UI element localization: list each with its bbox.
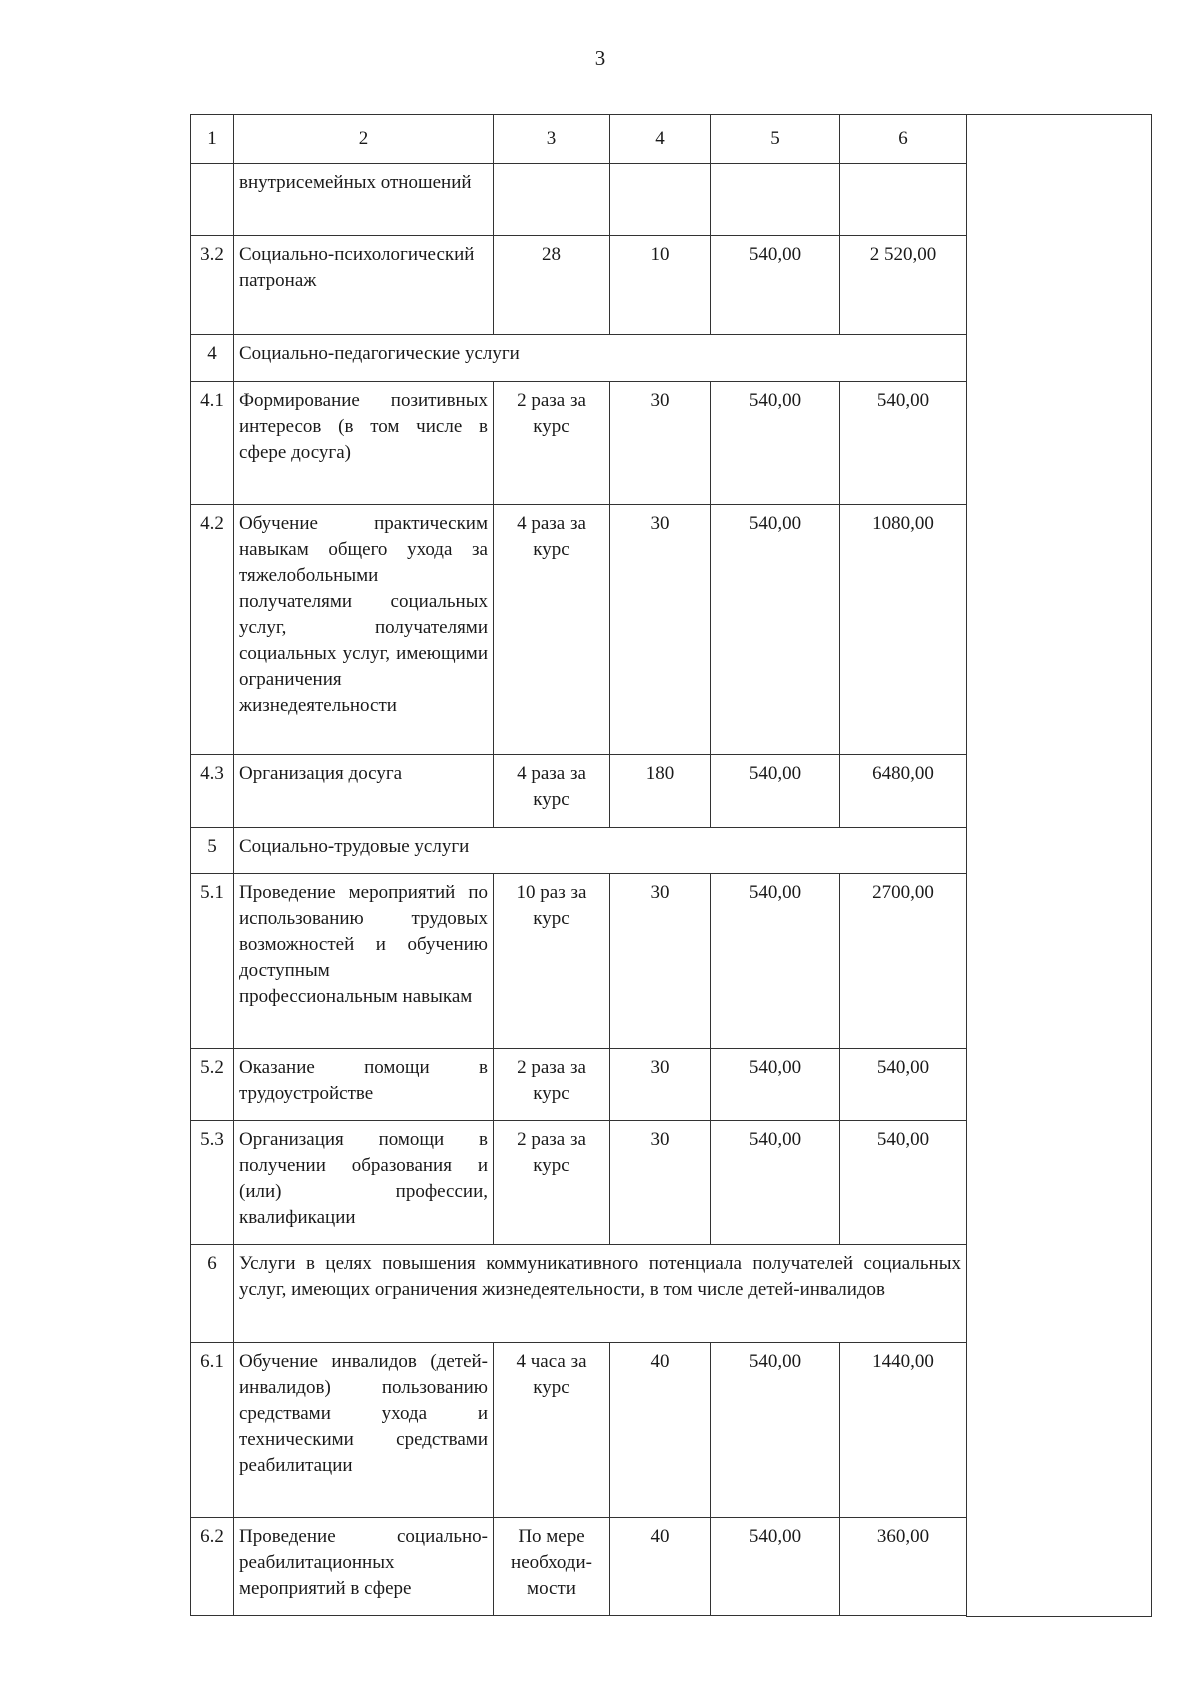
row-number: 4.1 — [191, 382, 234, 505]
duration: 30 — [610, 382, 711, 505]
row-number: 6.1 — [191, 1343, 234, 1518]
duration: 180 — [610, 755, 711, 828]
row-number: 3.2 — [191, 236, 234, 335]
section-number: 4 — [191, 335, 234, 382]
frequency — [494, 164, 610, 236]
row-number: 4.2 — [191, 505, 234, 755]
duration: 30 — [610, 505, 711, 755]
service-name: внутрисемейных отношений — [234, 164, 494, 236]
page-frame-right — [966, 114, 1152, 1617]
header-cell: 4 — [610, 115, 711, 164]
services-table — [190, 114, 967, 1616]
service-name: Обучение инвалидов (детей-инвалидов) пользованию средствами ухода и техническими средствами реабилитации — [234, 1343, 494, 1518]
section-row — [191, 828, 967, 874]
duration: 30 — [610, 1049, 711, 1121]
unit-price: 540,00 — [711, 382, 840, 505]
header-cell: 6 — [840, 115, 967, 164]
duration: 30 — [610, 1121, 711, 1245]
unit-price: 540,00 — [711, 505, 840, 755]
unit-price: 540,00 — [711, 1049, 840, 1121]
frequency: 28 — [494, 236, 610, 335]
section-title: Социально-педагогические услуги — [234, 335, 967, 382]
section-number: 6 — [191, 1245, 234, 1343]
frequency: 4 раза за курс — [494, 505, 610, 755]
total-cost: 540,00 — [840, 1121, 967, 1245]
header-cell: 1 — [191, 115, 234, 164]
service-name: Организация досуга — [234, 755, 494, 828]
table-row — [191, 1121, 967, 1245]
total-cost — [840, 164, 967, 236]
table-row — [191, 874, 967, 1049]
total-cost: 540,00 — [840, 382, 967, 505]
table-row — [191, 236, 967, 335]
unit-price: 540,00 — [711, 1121, 840, 1245]
service-name: Обучение практическим навыкам общего ухода за тяжелобольными получателями социальных услуг, получателями социальных услуг, имеющими ограничения жизнедеятельности — [234, 505, 494, 755]
row-number: 5.2 — [191, 1049, 234, 1121]
duration: 10 — [610, 236, 711, 335]
unit-price: 540,00 — [711, 1343, 840, 1518]
frequency: 10 раз за курс — [494, 874, 610, 1049]
row-number: 4.3 — [191, 755, 234, 828]
total-cost: 360,00 — [840, 1518, 967, 1616]
total-cost: 1440,00 — [840, 1343, 967, 1518]
total-cost: 1080,00 — [840, 505, 967, 755]
service-name: Организация помощи в получении образования и (или) профессии, квалификации — [234, 1121, 494, 1245]
frequency: 4 раза за курс — [494, 755, 610, 828]
row-number — [191, 164, 234, 236]
total-cost: 6480,00 — [840, 755, 967, 828]
total-cost: 2 520,00 — [840, 236, 967, 335]
table-header-row — [191, 115, 967, 164]
unit-price — [711, 164, 840, 236]
unit-price: 540,00 — [711, 874, 840, 1049]
frequency: 2 раза за курс — [494, 1049, 610, 1121]
section-row — [191, 1245, 967, 1343]
frequency: 2 раза за курс — [494, 1121, 610, 1245]
duration: 40 — [610, 1343, 711, 1518]
section-title: Социально-трудовые услуги — [234, 828, 967, 874]
table-row — [191, 1343, 967, 1518]
frequency: 4 часа за курс — [494, 1343, 610, 1518]
service-name: Формирование позитивных интересов (в том числе в сфере досуга) — [234, 382, 494, 505]
section-row — [191, 335, 967, 382]
unit-price: 540,00 — [711, 236, 840, 335]
frequency: 2 раза за курс — [494, 382, 610, 505]
header-cell: 5 — [711, 115, 840, 164]
duration: 40 — [610, 1518, 711, 1616]
frequency: По мере необходи-мости — [494, 1518, 610, 1616]
table-row — [191, 505, 967, 755]
service-name: Проведение социально-реабилитационных мероприятий в сфере — [234, 1518, 494, 1616]
header-cell: 3 — [494, 115, 610, 164]
unit-price: 540,00 — [711, 1518, 840, 1616]
table-row — [191, 164, 967, 236]
row-number: 5.3 — [191, 1121, 234, 1245]
table-row — [191, 1049, 967, 1121]
service-name: Проведение мероприятий по использованию трудовых возможностей и обучению доступным профессиональным навыкам — [234, 874, 494, 1049]
table-row — [191, 1518, 967, 1616]
header-cell: 2 — [234, 115, 494, 164]
table-row — [191, 382, 967, 505]
section-title: Услуги в целях повышения коммуникативного потенциала получателей социальных услуг, имеющих ограничения жизнедеятельности, в том числе детей-инвалидов — [234, 1245, 967, 1343]
table-row — [191, 755, 967, 828]
row-number: 5.1 — [191, 874, 234, 1049]
service-name: Социально-психологический патронаж — [234, 236, 494, 335]
page-number: 3 — [594, 46, 606, 70]
service-name: Оказание помощи в трудоустройстве — [234, 1049, 494, 1121]
duration: 30 — [610, 874, 711, 1049]
section-number: 5 — [191, 828, 234, 874]
row-number: 6.2 — [191, 1518, 234, 1616]
total-cost: 540,00 — [840, 1049, 967, 1121]
duration — [610, 164, 711, 236]
total-cost: 2700,00 — [840, 874, 967, 1049]
unit-price: 540,00 — [711, 755, 840, 828]
